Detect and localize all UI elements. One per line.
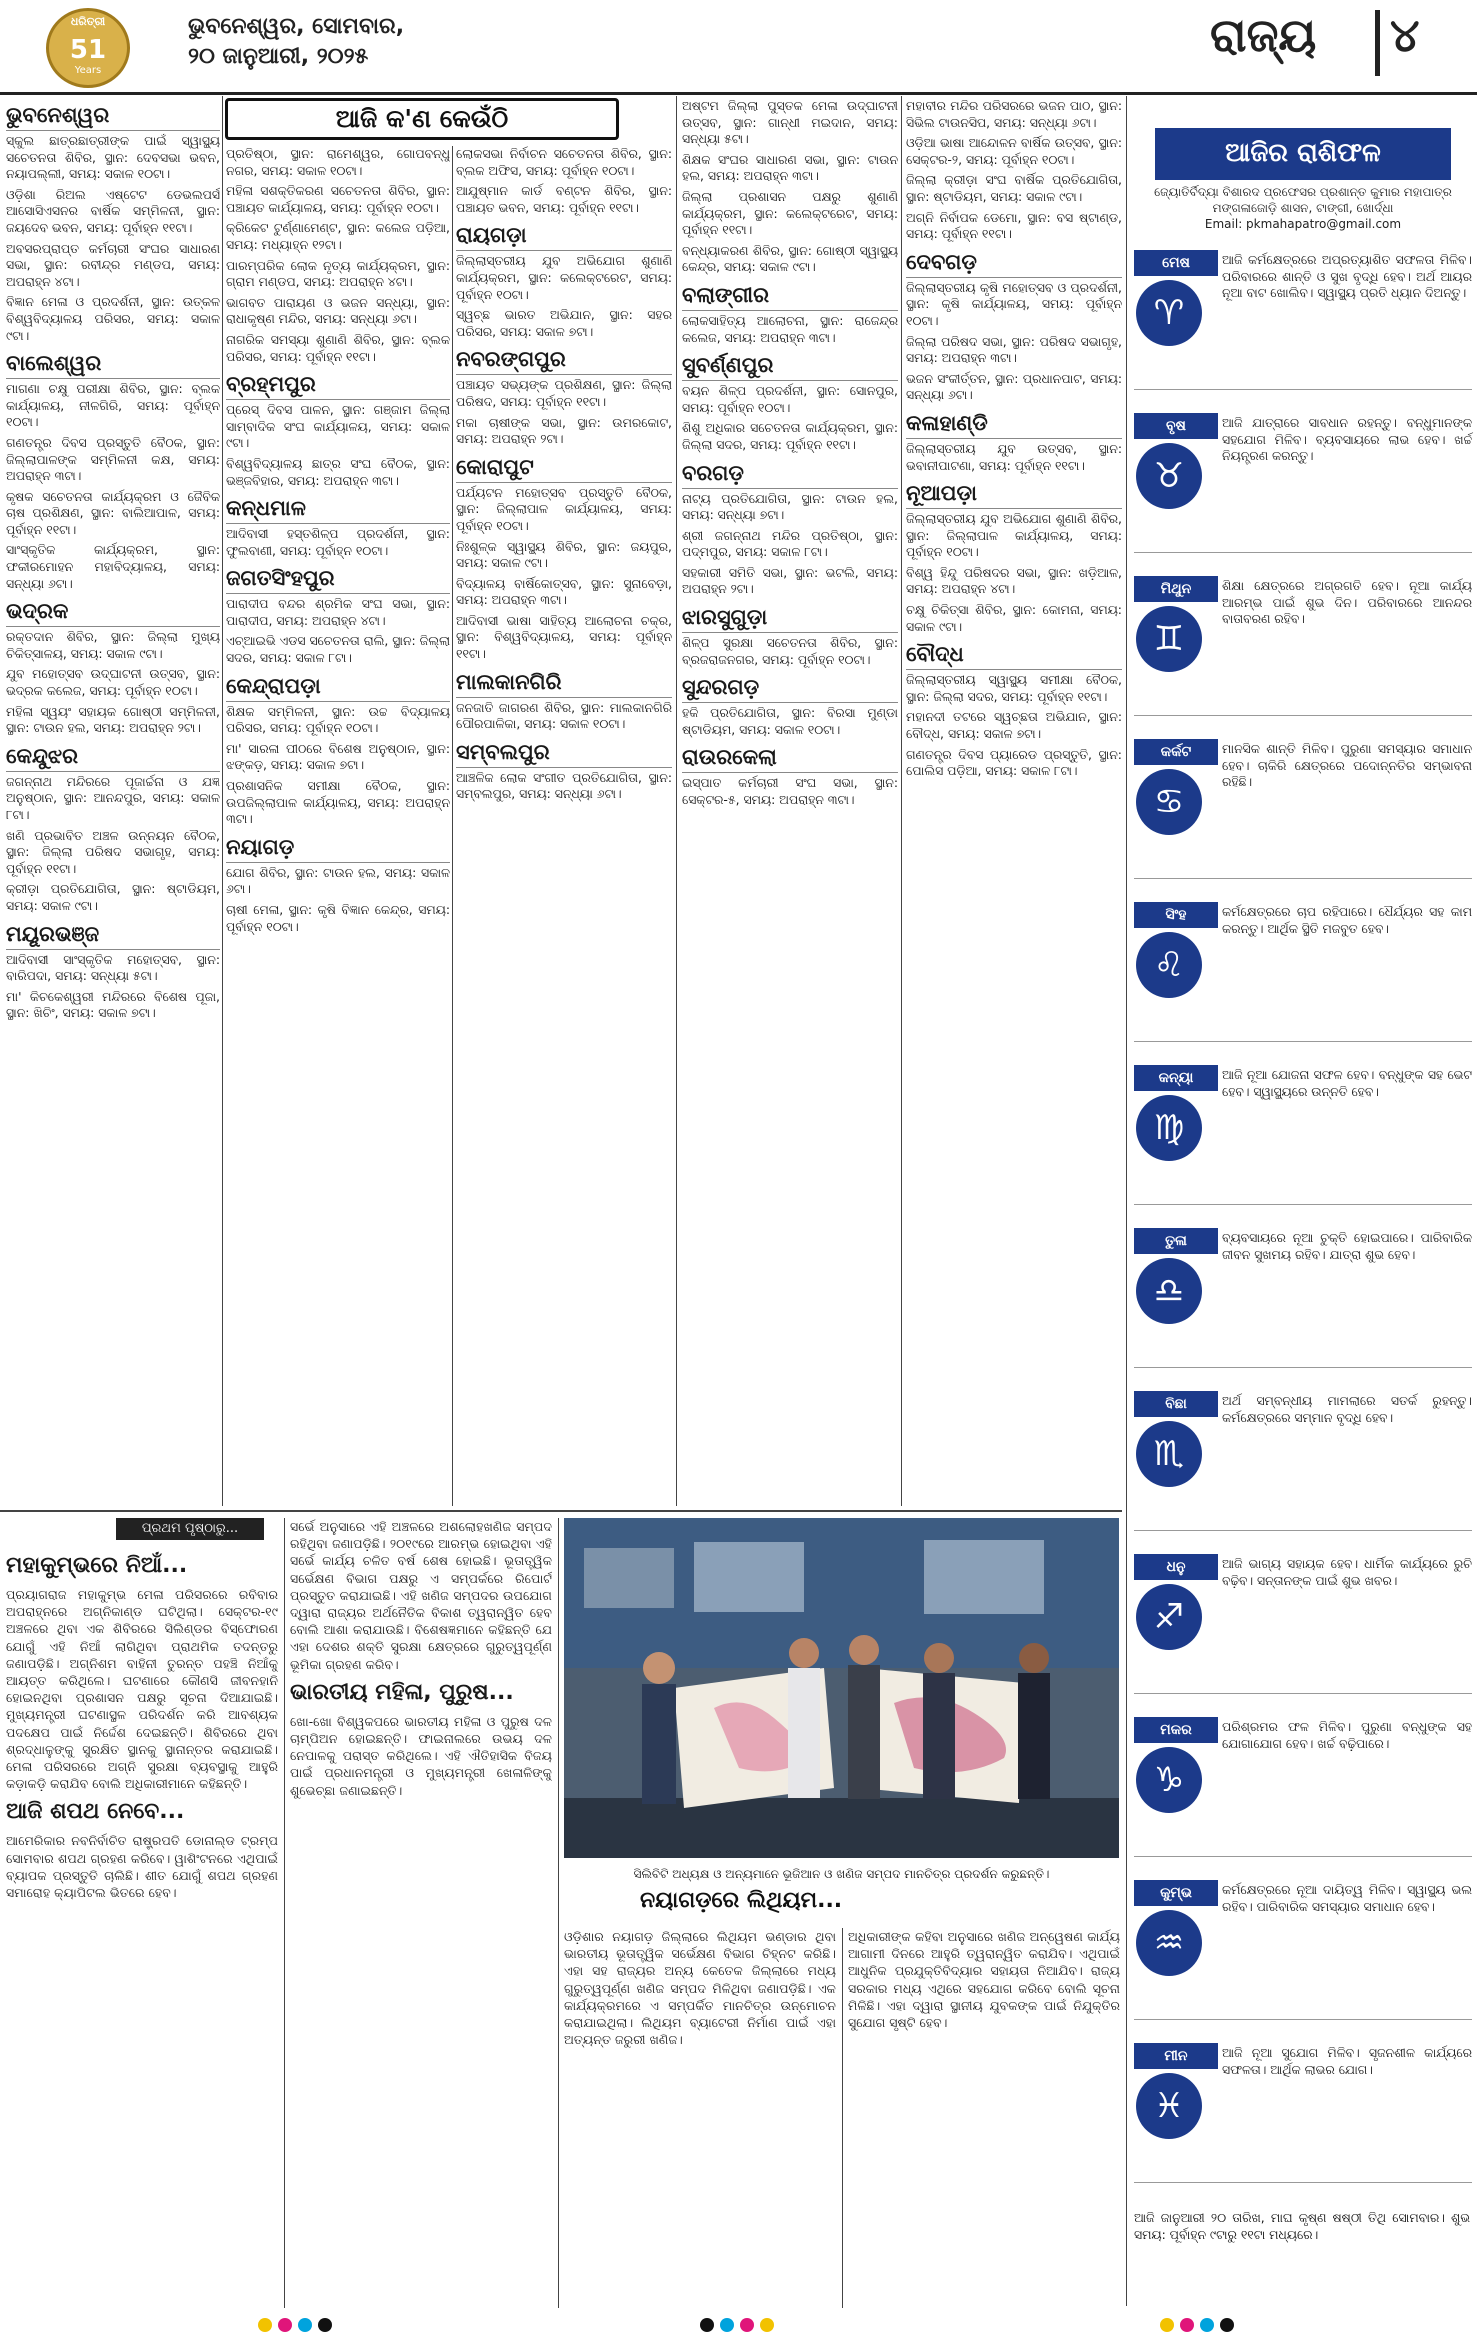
sign-name: ମକର: [1134, 1717, 1218, 1743]
event-item: ଓଡ଼ିଆ ଭାଷା ଆନ୍ଦୋଳନ ବାର୍ଷିକ ଉତ୍ସବ, ସ୍ଥାନ: ସେକ୍ଟର-୨, ସମୟ: ପୂର୍ବାହ୍ନ ୧୦ଟା।: [906, 135, 1122, 167]
horoscope-sign: [1130, 1228, 1475, 1368]
body-kho-kho: ଖୋ-ଖୋ ବିଶ୍ୱକପରେ ଭାରତୀୟ ମହିଳା ଓ ପୁରୁଷ ଦଳ ଚାମ୍ପିଅନ ହୋଇଛନ୍ତି। ଫାଇନାଲରେ ଉଭୟ ଦଳ ନେପାଳକୁ ପରାସ୍ତ କରିଥିଲେ। ଏହି ଐତିହାସିକ ବିଜୟ ପାଇଁ ପ୍ରଧାନମନ୍ତ୍ରୀ ଓ ମୁଖ୍ୟମନ୍ତ୍ରୀ ଖେଳାଳିଙ୍କୁ ଶୁଭେଚ୍ଛା ଜଣାଇଛନ୍ତି।: [290, 1713, 552, 1798]
event-item: ପାରାଦୀପ ବନ୍ଦର ଶ୍ରମିକ ସଂଘ ସଭା, ସ୍ଥାନ: ପାରାଦୀପ, ସମୟ: ଅପରାହ୍ନ ୪ଟା।: [226, 596, 450, 628]
sign-forecast: ବ୍ୟବସାୟରେ ନୂଆ ଚୁକ୍ତି ହୋଇପାରେ। ପାରିବାରିକ ଜୀବନ ସୁଖମୟ ରହିବ। ଯାତ୍ରା ଶୁଭ ହେବ।: [1222, 1230, 1472, 1262]
section-rule: [0, 1510, 1122, 1512]
event-item: ବୟନ ଶିଳ୍ପ ପ୍ରଦର୍ଶନୀ, ସ୍ଥାନ: ସୋନପୁର, ସମୟ: ପୂର୍ବାହ୍ନ ୧୦ଟା।: [682, 383, 898, 415]
registration-dot-icon: [298, 2318, 312, 2332]
district-heading: ଭୁବନେଶ୍ୱର: [6, 100, 220, 131]
column-rule: [222, 96, 223, 1506]
event-item: ମା' କିଚକେଶ୍ୱରୀ ମନ୍ଦିରରେ ବିଶେଷ ପୂଜା, ସ୍ଥାନ: ଖିଚିଂ, ସମୟ: ସକାଳ ୭ଟା।: [6, 988, 220, 1021]
district-heading: ରାଉରକେଲା: [682, 742, 898, 773]
event-item: ଗଣତନ୍ତ୍ର ଦିବସ ପ୍ୟାରେଡ ପ୍ରସ୍ତୁତି, ସ୍ଥାନ: ପୋଲିସ ପଡ଼ିଆ, ସମୟ: ସକାଳ ୮ଟା।: [906, 746, 1122, 779]
event-item: ଲୋକସାହିତ୍ୟ ଆଲୋଚନା, ସ୍ଥାନ: ରାଜେନ୍ଦ୍ର କଲେଜ, ସମୟ: ଅପରାହ୍ନ ୩ଟା।: [682, 312, 898, 345]
body-kumbh: ପ୍ରୟାଗରାଜ ମହାକୁମ୍ଭ ମେଳା ପରିସରରେ ରବିବାର ଅପରାହ୍ନରେ ଅଗ୍ନିକାଣ୍ଡ ଘଟିଥିଲା। ସେକ୍ଟର-୧୯ ଅଞ୍ଚଳରେ ଥିବା ଏକ ଶିବିରରେ ସିଲିଣ୍ଡର ବିସ୍ଫୋରଣ ଯୋଗୁଁ ଏହି ନିଆଁ ଲାଗିଥିବା ପ୍ରାଥମିକ ତଦନ୍ତରୁ ଜଣାପଡ଼ିଛି। ଅଗ୍ନିଶମ ବାହିନୀ ତୁରନ୍ତ ପହଞ୍ଚି ନିଆଁକୁ ଆୟତ୍ତ କରିଥିଲେ। ଘଟଣାରେ କୌଣସି ଜୀବନହାନି ହୋଇନଥିବା ପ୍ରଶାସନ ପକ୍ଷରୁ ସୂଚନା ଦିଆଯାଇଛି। ମୁଖ୍ୟମନ୍ତ୍ରୀ ଘଟଣାସ୍ଥଳ ପରିଦର୍ଶନ କରି ଆବଶ୍ୟକ ପଦକ୍ଷେପ ପାଇଁ ନିର୍ଦ୍ଦେଶ ଦେଇଛନ୍ତି। ଶିବିରରେ ଥିବା ଶ୍ରଦ୍ଧାଳୁଙ୍କୁ ସୁରକ୍ଷିତ ସ୍ଥାନକୁ ସ୍ଥାନାନ୍ତର କରାଯାଇଛି। ମେଳା ପରିସରରେ ଅଗ୍ନି ସୁରକ୍ଷା ବ୍ୟବସ୍ଥାକୁ ଆହୁରି କଡ଼ାକଡ଼ି କରାଯିବ ବୋଲି ଅଧିକାରୀମାନେ କହିଛନ୍ତି।: [6, 1587, 278, 1792]
event-item: ନାଗରିକ ସମସ୍ୟା ଶୁଣାଣି ଶିବିର, ସ୍ଥାନ: ବ୍ଲକ ପରିସର, ସମୟ: ପୂର୍ବାହ୍ନ ୧୧ଟା।: [226, 331, 450, 364]
district-heading: ଭଦ୍ରକ: [6, 596, 220, 627]
district-heading: ସୁବର୍ଣ୍ଣପୁର: [682, 350, 898, 381]
event-item: ବିଜ୍ଞାନ ମେଳା ଓ ପ୍ରଦର୍ଶନୀ, ସ୍ଥାନ: ଉତ୍କଳ ବିଶ୍ୱବିଦ୍ୟାଳୟ ପରିସର, ସମୟ: ସକାଳ ୯ଟା।: [6, 294, 220, 343]
masthead: [0, 0, 1477, 92]
event-item: ଜିଲ୍ଲା ପ୍ରଶାସନ ପକ୍ଷରୁ ଶୁଣାଣି କାର୍ଯ୍ୟକ୍ରମ, ସ୍ଥାନ: କଲେକ୍ଟରେଟ, ସମୟ: ପୂର୍ବାହ୍ନ ୧୧ଟା।: [682, 188, 898, 238]
district-heading: ମାଲକାନଗିରି: [456, 667, 672, 698]
author-name: ଜ୍ୟୋତିର୍ବିଦ୍ୟା ବିଶାରଦ ପ୍ରଫେସର ପ୍ରଶାନ୍ତ କୁମାର ମହାପାତ୍ର: [1154, 185, 1452, 199]
sign-forecast: ମାନସିକ ଶାନ୍ତି ମିଳିବ। ପୁରୁଣା ସମସ୍ୟାର ସମାଧାନ ହେବ। ଚାକିରି କ୍ଷେତ୍ରରେ ପଦୋନ୍ନତିର ସମ୍ଭାବନା ରହିଛି।: [1222, 741, 1472, 790]
event-item: କୃଷକ ସଚେତନତା କାର୍ଯ୍ୟକ୍ରମ ଓ ଜୈବିକ ଚାଷ ପ୍ରଶିକ୍ଷଣ, ସ୍ଥାନ: ବାଲିଆପାଳ, ସମୟ: ପୂର୍ବାହ୍ନ ୧୧ଟା।: [6, 488, 220, 537]
district-heading: ବରଗଡ଼: [682, 458, 898, 489]
event-item: ଏଚ୍‌ଆଇଭି ଏଡସ ସଚେତନତା ରାଲି, ସ୍ଥାନ: ଜିଲ୍ଲା ସଦର, ସମୟ: ସକାଳ ୮ଟା।: [226, 633, 450, 666]
sign-name: ମିଥୁନ: [1134, 576, 1218, 602]
anniversary-badge-icon: [46, 8, 130, 88]
sign-divider: [1134, 1041, 1472, 1042]
zodiac-icon: ♈: [1136, 280, 1202, 346]
events-column-3: [456, 146, 672, 1506]
dateline-date: ୨୦ ଜାନୁଆରୀ, ୨୦୨୫: [188, 44, 369, 69]
district-heading: ବାଲେଶ୍ୱର: [6, 348, 220, 379]
sign-divider: [1134, 878, 1472, 879]
page-number: ୪: [1390, 8, 1420, 62]
district-heading: ଦେବଗଡ଼: [906, 247, 1122, 278]
event-item: ଜିଲ୍ଲାସ୍ତରୀୟ ଯୁବ ଉତ୍ସବ, ସ୍ଥାନ: ଭବାନୀପାଟଣା, ସମୟ: ପୂର୍ବାହ୍ନ ୧୧ଟା।: [906, 440, 1122, 473]
event-item: ଆଦିବାସୀ ସାଂସ୍କୃତିକ ମହୋତ୍ସବ, ସ୍ଥାନ: ବାରିପଦା, ସମୟ: ସନ୍ଧ୍ୟା ୫ଟା।: [6, 951, 220, 984]
event-item: ଭାଗବତ ପାରାୟଣ ଓ ଭଜନ ସନ୍ଧ୍ୟା, ସ୍ଥାନ: ରାଧାକୃଷ୍ଣ ମନ୍ଦିର, ସମୟ: ସନ୍ଧ୍ୟା ୬ଟା।: [226, 294, 450, 327]
event-item: ଶିଶୁ ଅଧିକାର ସଚେତନତା କାର୍ଯ୍ୟକ୍ରମ, ସ୍ଥାନ: ଜିଲ୍ଲା ସଦର, ସମୟ: ପୂର୍ବାହ୍ନ ୧୧ଟା।: [682, 420, 898, 452]
horoscope-sign: [1130, 1391, 1475, 1531]
event-item: ମହାନଦୀ ତଟରେ ସ୍ୱଚ୍ଛତା ଅଭିଯାନ, ସ୍ଥାନ: ବୌଦ୍ଧ, ସମୟ: ସକାଳ ୭ଟା।: [906, 709, 1122, 742]
author-address: ମଙ୍ଗଳାଜୋଡ଼ି ଶାସନ, ଟାଙ୍ଗୀ, ଖୋର୍ଦ୍ଧା: [1212, 201, 1394, 215]
sign-divider: [1134, 1367, 1472, 1368]
event-item: ଜନଜାତି ଜାଗରଣ ଶିବିର, ସ୍ଥାନ: ମାଲକାନଗିରି ପୌରପାଳିକା, ସମୟ: ସକାଳ ୧୦ଟା।: [456, 699, 672, 732]
event-item: କ୍ରିକେଟ ଟୁର୍ଣ୍ଣାମେଣ୍ଟ, ସ୍ଥାନ: କଲେଜ ପଡ଼ିଆ, ସମୟ: ମଧ୍ୟାହ୍ନ ୧୨ଟା।: [226, 220, 450, 252]
continued-tag: ପ୍ରଥମ ପୃଷ୍ଠାରୁ...: [116, 1518, 264, 1540]
event-item: ଅଷ୍ଟମ ଜିଲ୍ଲା ପୁସ୍ତକ ମେଳା ଉଦ୍‌ଘାଟନୀ ଉତ୍ସବ, ସ୍ଥାନ: ଗାନ୍ଧୀ ମଇଦାନ, ସମୟ: ସନ୍ଧ୍ୟା ୫ଟା।: [682, 98, 898, 147]
years-label: Years: [74, 65, 102, 76]
event-item: ସ୍କୁଲ ଛାତ୍ରଛାତ୍ରୀଙ୍କ ପାଇଁ ସ୍ୱାସ୍ଥ୍ୟ ସଚେତନତା ଶିବିର, ସ୍ଥାନ: ଦେବସଭା ଭବନ, ନୟାପଲ୍ଲୀ, ସମୟ: ସକାଳ ୧୦ଟା।: [6, 133, 220, 182]
event-item: ଜିଲ୍ଲାସ୍ତରୀୟ ଯୁବ ଅଭିଯୋଗ ଶୁଣାଣି ଶିବିର, ସ୍ଥାନ: ଜିଲ୍ଲାପାଳ କାର୍ଯ୍ୟାଳୟ, ସମୟ: ପୂର୍ବାହ୍ନ ୧୦ଟା।: [906, 511, 1122, 560]
event-item: ଓଡ଼ିଶା ରିଅଲ ଏଷ୍ଟେଟ ଡେଭଲପର୍ସ ଆସୋସିଏସନର ବାର୍ଷିକ ସମ୍ମିଳନୀ, ସ୍ଥାନ: ଜୟଦେବ ଭବନ, ସମୟ: ପୂର୍ବାହ୍ନ ୧୧ଟା।: [6, 186, 220, 235]
event-item: ଖଣି ପ୍ରଭାବିତ ଅଞ୍ଚଳ ଉନ୍ନୟନ ବୈଠକ, ସ୍ଥାନ: ଜିଲ୍ଲା ପରିଷଦ ସଭାଗୃହ, ସମୟ: ପୂର୍ବାହ୍ନ ୧୧ଟା।: [6, 827, 220, 876]
zodiac-icon: ♐: [1136, 1584, 1202, 1650]
event-item: ମହାବୀର ମନ୍ଦିର ପରିସରରେ ଭଜନ ପାଠ, ସ୍ଥାନ: ସିଭିଲ ଟାଉନସିପ, ସମୟ: ସନ୍ଧ୍ୟା ୬ଟା।: [906, 98, 1122, 130]
sign-forecast: ଅର୍ଥ ସମ୍ବନ୍ଧୀୟ ମାମଲାରେ ସତର୍କ ରୁହନ୍ତୁ। କର୍ମକ୍ଷେତ୍ରରେ ସମ୍ମାନ ବୃଦ୍ଧି ହେବ।: [1222, 1393, 1472, 1425]
event-item: କ୍ରୀଡ଼ା ପ୍ରତିଯୋଗିତା, ସ୍ଥାନ: ଷ୍ଟାଡିୟମ, ସମୟ: ସକାଳ ୯ଟା।: [6, 881, 220, 913]
dateline: [188, 12, 404, 72]
map-unveiling-photo: [564, 1518, 1119, 1858]
horoscope-sign: [1130, 2043, 1475, 2183]
news-photo: [564, 1518, 1119, 1858]
photo-caption: ସିଲିବିଟି ଅଧ୍ୟକ୍ଷ ଓ ଅନ୍ୟମାନେ ଭୂଜିଆନ ଓ ଖଣିଜ ସମ୍ପଦ ମାନଚିତ୍ର ପ୍ରଦର୍ଶନ କରୁଛନ୍ତି।: [633, 1867, 1050, 1881]
section-divider: [1375, 10, 1380, 76]
horoscope-title: ଆଜିର ରାଶିଫଳ: [1155, 128, 1451, 180]
events-column-1: [6, 96, 220, 1506]
events-column-4: [682, 98, 898, 1506]
event-item: ଜିଲ୍ଲା କ୍ରୀଡ଼ା ସଂଘ ବାର୍ଷିକ ପ୍ରତିଯୋଗିତା, ସ୍ଥାନ: ଷ୍ଟାଡିୟମ, ସମୟ: ସକାଳ ୯ଟା।: [906, 172, 1122, 204]
sign-name: ସିଂହ: [1134, 902, 1218, 928]
event-item: ମା' ସାରଳା ପୀଠରେ ବିଶେଷ ଅନୁଷ୍ଠାନ, ସ୍ଥାନ: ଝଙ୍କଡ଼, ସମୟ: ସକାଳ ୭ଟା।: [226, 740, 450, 773]
event-item: ମକା ଚାଷୀଙ୍କ ସଭା, ସ୍ଥାନ: ଉମରକୋଟ, ସମୟ: ଅପରାହ୍ନ ୨ଟା।: [456, 414, 672, 447]
district-heading: କନ୍ଧମାଳ: [226, 493, 450, 524]
event-item: ଯୋଗ ଶିବିର, ସ୍ଥାନ: ଟାଉନ ହଲ, ସମୟ: ସକାଳ ୬ଟା।: [226, 864, 450, 897]
sign-name: ମୀନ: [1134, 2043, 1218, 2069]
event-item: ମହିଳା ସ୍ୱୟଂ ସହାୟକ ଗୋଷ୍ଠୀ ସମ୍ମିଳନୀ, ସ୍ଥାନ: ଟାଉନ ହଲ, ସମୟ: ଅପରାହ୍ନ ୨ଟା।: [6, 703, 220, 736]
zodiac-icon: ♎: [1136, 1258, 1202, 1324]
sign-divider: [1134, 389, 1472, 390]
district-heading: ବଲାଙ୍ଗୀର: [682, 280, 898, 311]
event-item: ଶ୍ରୀ ଜଗନ୍ନାଥ ମନ୍ଦିର ପ୍ରତିଷ୍ଠା, ସ୍ଥାନ: ପଦ୍ମପୁର, ସମୟ: ସକାଳ ୮ଟା।: [682, 527, 898, 560]
sign-divider: [1134, 1856, 1472, 1857]
event-item: ସାଂସ୍କୃତିକ କାର୍ଯ୍ୟକ୍ରମ, ସ୍ଥାନ: ଫକୀରମୋହନ ମହାବିଦ୍ୟାଳୟ, ସମୟ: ସନ୍ଧ୍ୟା ୬ଟା।: [6, 542, 220, 591]
event-item: ପ୍ରେସ୍ ଦିବସ ପାଳନ, ସ୍ଥାନ: ଗଞ୍ଜାମ ଜିଲ୍ଲା ସାମ୍ବାଦିକ ସଂଘ କାର୍ଯ୍ୟାଳୟ, ସମୟ: ସକାଳ ୯ଟା।: [226, 402, 450, 451]
years-number: 51: [69, 35, 107, 65]
headline-kumbh: ମହାକୁମ୍ଭରେ ନିଆଁ...: [6, 1553, 188, 1578]
event-item: ଜିଲ୍ଲାସ୍ତରୀୟ ସ୍ୱାସ୍ଥ୍ୟ ସମୀକ୍ଷା ବୈଠକ, ସ୍ଥାନ: ଜିଲ୍ଲା ସଦର, ସମୟ: ପୂର୍ବାହ୍ନ ୧୧ଟା।: [906, 672, 1122, 704]
event-item: ଆଯୁଷ୍ମାନ କାର୍ଡ ବଣ୍ଟନ ଶିବିର, ସ୍ଥାନ: ପଞ୍ଚାୟତ ଭବନ, ସମୟ: ପୂର୍ବାହ୍ନ ୧୧ଟା।: [456, 183, 672, 215]
events-column-2: [226, 146, 450, 1506]
sign-name: ବୃଷ: [1134, 413, 1218, 439]
horoscope-sign: [1130, 413, 1475, 553]
horoscope-sign: [1130, 576, 1475, 716]
horoscope-sign: [1130, 1554, 1475, 1694]
column-rule: [901, 96, 902, 1506]
column-rule: [452, 146, 453, 1506]
horoscope-sign: [1130, 1065, 1475, 1205]
event-item: ଜିଲ୍ଲାସ୍ତରୀୟ ଯୁବ ଅଭିଯୋଗ ଶୁଣାଣି କାର୍ଯ୍ୟକ୍ରମ, ସ୍ଥାନ: କଲେକ୍ଟରେଟ, ସମୟ: ପୂର୍ବାହ୍ନ ୧୦ଟା।: [456, 253, 672, 302]
sign-forecast: ଆଜି ନୂଆ ଯୋଜନା ସଫଳ ହେବ। ବନ୍ଧୁଙ୍କ ସହ ଭେଟ ହେବ। ସ୍ୱାସ୍ଥ୍ୟରେ ଉନ୍ନତି ହେବ।: [1222, 1067, 1472, 1099]
registration-dot-icon: [720, 2318, 734, 2332]
events-column-5: [906, 98, 1122, 1506]
sign-forecast: ଆଜି ଯାତ୍ରାରେ ସାବଧାନ ରହନ୍ତୁ। ବନ୍ଧୁମାନଙ୍କ ସହଯୋଗ ମିଳିବ। ବ୍ୟବସାୟରେ ଲାଭ ହେବ। ଖର୍ଚ୍ଚ ନିୟନ୍ତ୍ରଣ କରନ୍ତୁ।: [1222, 415, 1472, 464]
headline-oath: ଆଜି ଶପଥ ନେବେ...: [6, 1799, 185, 1825]
sign-divider: [1134, 715, 1472, 716]
column-rule: [842, 1928, 843, 2308]
events-banner: ଆଜି କ'ଣ କେଉଁଠି: [225, 98, 619, 140]
section-title: ରାଜ୍ୟ: [1210, 8, 1317, 62]
event-item: ଜଗନ୍ନାଥ ମନ୍ଦିରରେ ପୂଜାର୍ଚ୍ଚନା ଓ ଯଜ୍ଞ ଅନୁଷ୍ଠାନ, ସ୍ଥାନ: ଆନନ୍ଦପୁର, ସମୟ: ସକାଳ ୮ଟା।: [6, 773, 220, 822]
body-survey: ସର୍ଭେ ଅନୁସାରେ ଏହି ଅଞ୍ଚଳରେ ଅଶଲୋହଖଣିଜ ସମ୍ପଦ ରହିଥିବା ଜଣାପଡ଼ିଛି। ୨୦୧୯ରେ ଆରମ୍ଭ ହୋଇଥିବା ଏହି ସର୍ଭେ କାର୍ଯ୍ୟ ଚଳିତ ବର୍ଷ ଶେଷ ହୋଇଛି। ଭୂତାତ୍ତ୍ୱିକ ସର୍ଭେକ୍ଷଣ ବିଭାଗ ପକ୍ଷରୁ ଏ ସମ୍ପର୍କରେ ରିପୋର୍ଟ ପ୍ରସ୍ତୁତ କରାଯାଇଛି। ଏହି ଖଣିଜ ସମ୍ପଦର ଉପଯୋଗ ଦ୍ୱାରା ରାଜ୍ୟର ଅର୍ଥନୈତିକ ବିକାଶ ତ୍ୱରାନ୍ୱିତ ହେବ ବୋଲି ଆଶା କରାଯାଉଛି। ବିଶେଷଜ୍ଞମାନେ କହିଛନ୍ତି ଯେ ଏହା ଦେଶର ଶକ୍ତି ସୁରକ୍ଷା କ୍ଷେତ୍ରରେ ଗୁରୁତ୍ୱପୂର୍ଣ୍ଣ ଭୂମିକା ଗ୍ରହଣ କରିବ।: [290, 1519, 552, 1672]
horoscope-sign: [1130, 1880, 1475, 2020]
event-item: ମାଗଣା ଚକ୍ଷୁ ପରୀକ୍ଷା ଶିବିର, ସ୍ଥାନ: ବ୍ଲକ କାର୍ଯ୍ୟାଳୟ, ନୀଳଗିରି, ସମୟ: ପୂର୍ବାହ୍ନ ୧୦ଟା।: [6, 381, 220, 430]
sign-name: ବିଛା: [1134, 1391, 1218, 1417]
headline-lithium: ନୟାଗଡ଼ରେ ଲିଥିୟମ...: [640, 1888, 843, 1913]
column-rule: [284, 1518, 285, 2308]
sign-forecast: ଆଜି କର୍ମକ୍ଷେତ୍ରରେ ଅପ୍ରତ୍ୟାଶିତ ସଫଳତା ମିଳିବ। ପରିବାରରେ ଶାନ୍ତି ଓ ସୁଖ ବୃଦ୍ଧି ହେବ। ଅର୍ଥ ଆୟର ନୂଆ ବାଟ ଖୋଲିବ। ସ୍ୱାସ୍ଥ୍ୟ ପ୍ରତି ଧ୍ୟାନ ଦିଅନ୍ତୁ।: [1222, 252, 1472, 301]
district-heading: ଝାରସୁଗୁଡ଼ା: [682, 602, 898, 633]
event-item: ଆଞ୍ଚଳିକ ଲୋକ ସଂଗୀତ ପ୍ରତିଯୋଗିତା, ସ୍ଥାନ: ସମ୍ବଲପୁର, ସମୟ: ସନ୍ଧ୍ୟା ୬ଟା।: [456, 769, 672, 802]
sign-divider: [1134, 1693, 1472, 1694]
event-item: ଚାଷୀ ମେଳା, ସ୍ଥାନ: କୃଷି ବିଜ୍ଞାନ କେନ୍ଦ୍ର, ସମୟ: ପୂର୍ବାହ୍ନ ୧୦ଟା।: [226, 902, 450, 934]
registration-dot-icon: [258, 2318, 272, 2332]
event-item: ଅବସରପ୍ରାପ୍ତ କର୍ମଚାରୀ ସଂଘର ସାଧାରଣ ସଭା, ସ୍ଥାନ: ରବୀନ୍ଦ୍ର ମଣ୍ଡପ, ସମୟ: ଅପରାହ୍ନ ୪ଟା।: [6, 240, 220, 289]
district-heading: ନୟାଗଡ଼: [226, 832, 450, 863]
event-item: ପାରମ୍ପରିକ ଲୋକ ନୃତ୍ୟ କାର୍ଯ୍ୟକ୍ରମ, ସ୍ଥାନ: ଗ୍ରାମ ମଣ୍ଡପ, ସମୟ: ଅପରାହ୍ନ ୪ଟା।: [226, 257, 450, 290]
event-item: ସ୍ୱଚ୍ଛ ଭାରତ ଅଭିଯାନ, ସ୍ଥାନ: ସହର ପରିସର, ସମୟ: ସକାଳ ୭ଟା।: [456, 307, 672, 339]
sign-name: ଧନୁ: [1134, 1554, 1218, 1580]
district-heading: କେନ୍ଦ୍ରାପଡ଼ା: [226, 671, 450, 702]
event-item: ଜିଲ୍ଲାସ୍ତରୀୟ କୃଷି ମହୋତ୍ସବ ଓ ପ୍ରଦର୍ଶନୀ, ସ୍ଥାନ: କୃଷି କାର୍ଯ୍ୟାଳୟ, ସମୟ: ପୂର୍ବାହ୍ନ ୧୦ଟା।: [906, 279, 1122, 328]
sign-forecast: କର୍ମକ୍ଷେତ୍ରରେ ଚାପ ରହିପାରେ। ଧୈର୍ଯ୍ୟର ସହ କାମ କରନ୍ତୁ। ଆର୍ଥିକ ସ୍ଥିତି ମଜବୁତ ହେବ।: [1222, 904, 1472, 936]
horoscope-sign: [1130, 1717, 1475, 1857]
zodiac-icon: ♏: [1136, 1421, 1202, 1487]
event-item: ବନ୍ଧ୍ୟାକରଣ ଶିବିର, ସ୍ଥାନ: ଗୋଷ୍ଠୀ ସ୍ୱାସ୍ଥ୍ୟ କେନ୍ଦ୍ର, ସମୟ: ସକାଳ ୯ଟା।: [682, 242, 898, 275]
sign-divider: [1134, 2182, 1472, 2183]
district-heading: ନୂଆପଡ଼ା: [906, 478, 1122, 509]
event-item: ଆଦିବାସୀ ଭାଷା ସାହିତ୍ୟ ଆଲୋଚନା ଚକ୍ର, ସ୍ଥାନ: ବିଶ୍ୱବିଦ୍ୟାଳୟ, ସମୟ: ପୂର୍ବାହ୍ନ ୧୧ଟା।: [456, 612, 672, 662]
district-heading: ବୌଦ୍ଧ: [906, 639, 1122, 670]
event-item: ପ୍ରଶାସନିକ ସମୀକ୍ଷା ବୈଠକ, ସ୍ଥାନ: ଉପଜିଲ୍ଲାପାଳ କାର୍ଯ୍ୟାଳୟ, ସମୟ: ଅପରାହ୍ନ ୩ଟା।: [226, 778, 450, 827]
event-item: ଶିଳ୍ପ ସୁରକ୍ଷା ସଚେତନତା ଶିବିର, ସ୍ଥାନ: ବ୍ରଜରାଜନଗର, ସମୟ: ପୂର୍ବାହ୍ନ ୧୦ଟା।: [682, 635, 898, 667]
event-item: ନାଟ୍ୟ ପ୍ରତିଯୋଗିତା, ସ୍ଥାନ: ଟାଉନ ହଲ, ସମୟ: ସନ୍ଧ୍ୟା ୭ଟା।: [682, 490, 898, 523]
event-item: ଯୁବ ମହୋତ୍ସବ ଉଦ୍‌ଘାଟନୀ ଉତ୍ସବ, ସ୍ଥାନ: ଭଦ୍ରକ କଲେଜ, ସମୟ: ପୂର୍ବାହ୍ନ ୧୦ଟା।: [6, 666, 220, 699]
district-heading: ମୟୂରଭଞ୍ଜ: [6, 919, 220, 950]
zodiac-icon: ♌: [1136, 932, 1202, 998]
registration-dot-icon: [1220, 2318, 1234, 2332]
sign-forecast: ଆଜି ନୂଆ ସୁଯୋଗ ମିଳିବ। ସୃଜନଶୀଳ କାର୍ଯ୍ୟରେ ସଫଳତା। ଆର୍ଥିକ ଲାଭର ଯୋଗ।: [1222, 2045, 1472, 2077]
horoscope-author: [1138, 184, 1468, 232]
column-rule: [1126, 96, 1127, 2306]
sign-name: କନ୍ୟା: [1134, 1065, 1218, 1091]
story-column-3: ଓଡ଼ିଶାର ନୟାଗଡ଼ ଜିଲ୍ଲାରେ ଲିଥିୟମ ଭଣ୍ଡାର ଥିବା ଭାରତୀୟ ଭୂତାତ୍ତ୍ୱିକ ସର୍ଭେକ୍ଷଣ ବିଭାଗ ଚିହ୍ନଟ କରିଛି। ଏହା ସହ ରାଜ୍ୟର ଅନ୍ୟ କେତେକ ଜିଲ୍ଲାରେ ମଧ୍ୟ ଗୁରୁତ୍ୱପୂର୍ଣ୍ଣ ଖଣିଜ ସମ୍ପଦ ମିଳିଥିବା ଜଣାପଡ଼ିଛି। ଏକ କାର୍ଯ୍ୟକ୍ରମରେ ଏ ସମ୍ପର୍କିତ ମାନଚିତ୍ର ଉନ୍ମୋଚନ କରାଯାଇଥିଲା। ଲିଥିୟମ ବ୍ୟାଟେରୀ ନିର୍ମାଣ ପାଇଁ ଏହା ଅତ୍ୟନ୍ତ ଜରୁରୀ ଖଣିଜ।: [564, 1929, 836, 2048]
event-item: ଭଜନ ସଂକୀର୍ତ୍ତନ, ସ୍ଥାନ: ପ୍ରଧାନପାଟ, ସମୟ: ସନ୍ଧ୍ୟା ୬ଟା।: [906, 370, 1122, 403]
zodiac-icon: ♊: [1136, 606, 1202, 672]
district-heading: ରାୟଗଡ଼ା: [456, 220, 672, 251]
zodiac-icon: ♋: [1136, 769, 1202, 835]
horoscope-sign: [1130, 902, 1475, 1042]
zodiac-icon: ♉: [1136, 443, 1202, 509]
sign-divider: [1134, 1530, 1472, 1531]
event-item: ବିଦ୍ୟାଳୟ ବାର୍ଷିକୋତ୍ସବ, ସ୍ଥାନ: ସୁନାବେଡ଼ା, ସମୟ: ଅପରାହ୍ନ ୩ଟା।: [456, 575, 672, 608]
author-email: Email: pkmahapatro@gmail.com: [1204, 217, 1402, 231]
district-heading: ଜଗତସିଂହପୁର: [226, 563, 450, 594]
event-item: ମହିଳା ସଶକ୍ତିକରଣ ସଚେତନତା ଶିବିର, ସ୍ଥାନ: ପଞ୍ଚାୟତ କାର୍ଯ୍ୟାଳୟ, ସମୟ: ପୂର୍ବାହ୍ନ ୧୦ଟା।: [226, 183, 450, 215]
sign-name: କର୍କଟ: [1134, 739, 1218, 765]
event-item: ବିଶ୍ୱବିଦ୍ୟାଳୟ ଛାତ୍ର ସଂଘ ବୈଠକ, ସ୍ଥାନ: ଭଞ୍ଜବିହାର, ସମୟ: ଅପରାହ୍ନ ୩ଟା।: [226, 455, 450, 488]
sign-forecast: ଶିକ୍ଷା କ୍ଷେତ୍ରରେ ଅଗ୍ରଗତି ହେବ। ନୂଆ କାର୍ଯ୍ୟ ଆରମ୍ଭ ପାଇଁ ଶୁଭ ଦିନ। ପରିବାରରେ ଆନନ୍ଦର ବାତାବରଣ ରହିବ।: [1222, 578, 1472, 627]
district-heading: ସମ୍ବଲପୁର: [456, 737, 672, 768]
dateline-place-day: ଭୁବନେଶ୍ୱର, ସୋମବାର,: [188, 14, 405, 39]
district-heading: ସୁନ୍ଦରଗଡ଼: [682, 672, 898, 703]
registration-dot-icon: [1200, 2318, 1214, 2332]
event-item: ଅଗ୍ନି ନିର୍ବାପକ ଡେମୋ, ସ୍ଥାନ: ବସ ଷ୍ଟାଣ୍ଡ, ସମୟ: ପୂର୍ବାହ୍ନ ୧୧ଟା।: [906, 209, 1122, 242]
registration-dot-icon: [700, 2318, 714, 2332]
registration-dot-icon: [278, 2318, 292, 2332]
sign-forecast: ଆଜି ଭାଗ୍ୟ ସହାୟକ ହେବ। ଧାର୍ମିକ କାର୍ଯ୍ୟରେ ରୁଚି ବଢ଼ିବ। ସନ୍ତାନଙ୍କ ପାଇଁ ଶୁଭ ଖବର।: [1222, 1556, 1472, 1588]
sign-name: ମେଷ: [1134, 250, 1218, 276]
horoscope-footer: ଆଜି ଜାନୁଆରୀ ୨୦ ତାରିଖ, ମାଘ କୃଷ୍ଣ ଷଷ୍ଠୀ ତିଥି ସୋମବାର। ଶୁଭ ସମୟ: ପୂର୍ବାହ୍ନ ୯ଟାରୁ ୧୧ଟା ମଧ୍ୟରେ।: [1134, 2210, 1470, 2242]
registration-dot-icon: [740, 2318, 754, 2332]
brand-name: ଧରିତ୍ରୀ: [70, 15, 106, 28]
sign-forecast: କର୍ମକ୍ଷେତ୍ରରେ ନୂଆ ଦାୟିତ୍ୱ ମିଳିବ। ସ୍ୱାସ୍ଥ୍ୟ ଭଲ ରହିବ। ପାରିବାରିକ ସମସ୍ୟାର ସମାଧାନ ହେବ।: [1222, 1882, 1472, 1914]
event-item: ଚକ୍ଷୁ ଚିକିତ୍ସା ଶିବିର, ସ୍ଥାନ: କୋମନା, ସମୟ: ସକାଳ ୯ଟା।: [906, 602, 1122, 634]
district-heading: କୋରାପୁଟ: [456, 452, 672, 483]
event-item: ସହକାରୀ ସମିତି ସଭା, ସ୍ଥାନ: ଭଟଲି, ସମୟ: ଅପରାହ୍ନ ୨ଟା।: [682, 564, 898, 597]
horoscope-sign: [1130, 739, 1475, 879]
event-item: ହକି ପ୍ରତିଯୋଗିତା, ସ୍ଥାନ: ବିରସା ମୁଣ୍ଡା ଷ୍ଟାଡିୟମ, ସମୟ: ସକାଳ ୧୦ଟା।: [682, 705, 898, 737]
story-column-4: ଅଧିକାରୀଙ୍କ କହିବା ଅନୁସାରେ ଖଣିଜ ଅନ୍ୱେଷଣ କାର୍ଯ୍ୟ ଆଗାମୀ ଦିନରେ ଆହୁରି ତ୍ୱରାନ୍ୱିତ କରାଯିବ। ଏଥିପାଇଁ ଆଧୁନିକ ପ୍ରଯୁକ୍ତିବିଦ୍ୟାର ସହାୟତା ନିଆଯିବ। ରାଜ୍ୟ ସରକାର ମଧ୍ୟ ଏଥିରେ ସହଯୋଗ କରିବେ ବୋଲି ସୂଚନା ମିଳିଛି। ଏହା ଦ୍ୱାରା ସ୍ଥାନୀୟ ଯୁବକଙ୍କ ପାଇଁ ନିଯୁକ୍ତିର ସୁଯୋଗ ସୃଷ୍ଟି ହେବ।: [848, 1929, 1120, 2031]
registration-dot-icon: [760, 2318, 774, 2332]
column-rule: [558, 1518, 559, 2308]
newspaper-logo: [18, 6, 168, 84]
event-item: ଶିକ୍ଷକ ସମ୍ମିଳନୀ, ସ୍ଥାନ: ଉଚ୍ଚ ବିଦ୍ୟାଳୟ ପରିସର, ସମୟ: ପୂର୍ବାହ୍ନ ୧୦ଟା।: [226, 703, 450, 736]
print-marks: [0, 2312, 1477, 2339]
event-item: ଇସ୍ପାତ କର୍ମଚାରୀ ସଂଘ ସଭା, ସ୍ଥାନ: ସେକ୍ଟର-୫, ସମୟ: ଅପରାହ୍ନ ୩ଟା।: [682, 775, 898, 808]
registration-dot-icon: [318, 2318, 332, 2332]
event-item: ପ୍ରତିଷ୍ଠା, ସ୍ଥାନ: ରାମେଶ୍ୱର, ଗୋପବନ୍ଧୁ ନଗର, ସମୟ: ସକାଳ ୧୦ଟା।: [226, 146, 450, 178]
zodiac-icon: ♒: [1136, 1910, 1202, 1976]
event-item: ବିଶ୍ୱ ହିନ୍ଦୁ ପରିଷଦର ସଭା, ସ୍ଥାନ: ଖଡ଼ିଆଳ, ସମୟ: ଅପରାହ୍ନ ୪ଟା।: [906, 564, 1122, 597]
zodiac-icon: ♓: [1136, 2073, 1202, 2139]
sign-divider: [1134, 552, 1472, 553]
event-item: ପର୍ଯ୍ୟଟନ ମହୋତ୍ସବ ପ୍ରସ୍ତୁତି ବୈଠକ, ସ୍ଥାନ: ଜିଲ୍ଲାପାଳ କାର୍ଯ୍ୟାଳୟ, ସମୟ: ପୂର୍ବାହ୍ନ ୧୦ଟା।: [456, 484, 672, 533]
horoscope-sign: [1130, 250, 1475, 390]
column-rule: [676, 96, 677, 1506]
event-item: ଗଣତନ୍ତ୍ର ଦିବସ ପ୍ରସ୍ତୁତି ବୈଠକ, ସ୍ଥାନ: ଜିଲ୍ଲାପାଳଙ୍କ ସମ୍ମିଳନୀ କକ୍ଷ, ସମୟ: ଅପରାହ୍ନ ୩ଟା।: [6, 434, 220, 484]
sign-name: କୁମ୍ଭ: [1134, 1880, 1218, 1906]
story-column-2: [290, 1518, 552, 2308]
event-item: ଲୋକସଭା ନିର୍ବାଚନ ସଚେତନତା ଶିବିର, ସ୍ଥାନ: ବ୍ଲକ ଅଫିସ, ସମୟ: ପୂର୍ବାହ୍ନ ୧୦ଟା।: [456, 146, 672, 178]
event-item: ପଞ୍ଚାୟତ ସଭ୍ୟଙ୍କ ପ୍ରଶିକ୍ଷଣ, ସ୍ଥାନ: ଜିଲ୍ଲା ପରିଷଦ, ସମୟ: ପୂର୍ବାହ୍ନ ୧୧ଟା।: [456, 377, 672, 409]
sign-name: ତୁଳା: [1134, 1228, 1218, 1254]
district-heading: ନବରଙ୍ଗପୁର: [456, 344, 672, 375]
event-item: ଆଦିବାସୀ ହସ୍ତଶିଳ୍ପ ପ୍ରଦର୍ଶନୀ, ସ୍ଥାନ: ଫୁଲବାଣୀ, ସମୟ: ପୂର୍ବାହ୍ନ ୧୦ଟା।: [226, 526, 450, 558]
zodiac-icon: ♑: [1136, 1747, 1202, 1813]
district-heading: କଳାହାଣ୍ଡି: [906, 408, 1122, 439]
body-oath: ଆମେରିକାର ନବନିର୍ବାଚିତ ରାଷ୍ଟ୍ରପତି ଡୋନାଲ୍ଡ ଟ୍ରମ୍ପ ସୋମବାର ଶପଥ ଗ୍ରହଣ କରିବେ। ୱାଶିଂଟନରେ ଏଥିପାଇଁ ବ୍ୟାପକ ପ୍ରସ୍ତୁତି ଚାଲିଛି। ଶୀତ ଯୋଗୁଁ ଶପଥ ଗ୍ରହଣ ସମାରୋହ କ୍ୟାପିଟଲ ଭିତରେ ହେବ।: [6, 1833, 278, 1901]
header-rule: [0, 92, 1477, 95]
sign-divider: [1134, 1204, 1472, 1205]
zodiac-icon: ♍: [1136, 1095, 1202, 1161]
event-item: ରକ୍ତଦାନ ଶିବିର, ସ୍ଥାନ: ଜିଲ୍ଲା ମୁଖ୍ୟ ଚିକିତ୍ସାଳୟ, ସମୟ: ସକାଳ ୯ଟା।: [6, 629, 220, 661]
event-item: ଜିଲ୍ଲା ପରିଷଦ ସଭା, ସ୍ଥାନ: ପରିଷଦ ସଭାଗୃହ, ସମୟ: ଅପରାହ୍ନ ୩ଟା।: [906, 333, 1122, 366]
event-item: ଶିକ୍ଷକ ସଂଘର ସାଧାରଣ ସଭା, ସ୍ଥାନ: ଟାଉନ ହଲ, ସମୟ: ଅପରାହ୍ନ ୩ଟା।: [682, 151, 898, 184]
district-heading: ବ୍ରହ୍ମପୁର: [226, 369, 450, 400]
registration-dot-icon: [1180, 2318, 1194, 2332]
sign-divider: [1134, 2019, 1472, 2020]
headline-kho-kho: ଭାରତୀୟ ମହିଳା, ପୁରୁଷ...: [290, 1679, 514, 1705]
registration-dot-icon: [1160, 2318, 1174, 2332]
event-item: ନିଃଶୁଳ୍କ ସ୍ୱାସ୍ଥ୍ୟ ଶିବିର, ସ୍ଥାନ: ଜୟପୁର, ସମୟ: ସକାଳ ୯ଟା।: [456, 538, 672, 571]
story-column-1: [6, 1546, 278, 2306]
district-heading: କେନ୍ଦୁଝର: [6, 741, 220, 772]
sign-forecast: ପରିଶ୍ରମର ଫଳ ମିଳିବ। ପୁରୁଣା ବନ୍ଧୁଙ୍କ ସହ ଯୋଗାଯୋଗ ହେବ। ଖର୍ଚ୍ଚ ବଢ଼ିପାରେ।: [1222, 1719, 1472, 1751]
